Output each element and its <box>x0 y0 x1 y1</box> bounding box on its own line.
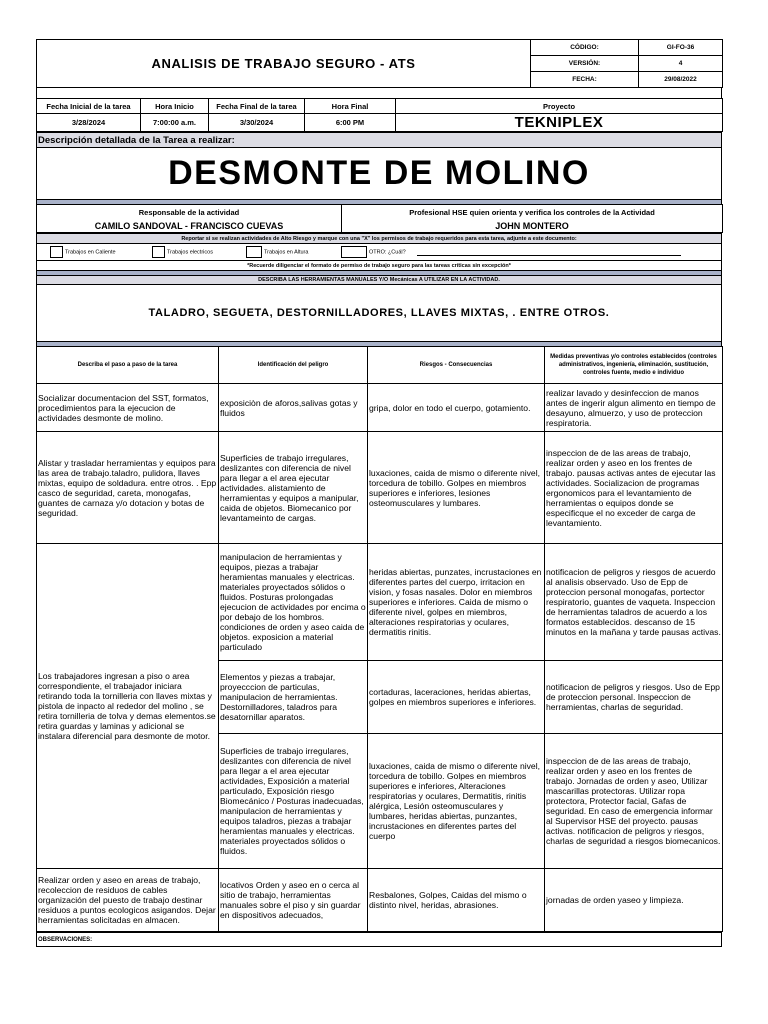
table-row <box>37 432 723 544</box>
start-date-label: Fecha Inicial de la tarea <box>37 99 141 114</box>
permits-reminder: *Recuerde diligenciar el formato de permiso de trabajo seguro para las tareas críticas sin excepción* <box>37 261 722 271</box>
table-row <box>37 544 723 661</box>
electrical-checkbox[interactable] <box>152 246 165 258</box>
spacer <box>36 88 722 98</box>
step-cell: Alistar y trasladar herramientas y equipos para las area de trabajo.taladro, pulidora, llaves mixtas, equipo de soldadura. entre otros. . Epp casco de seguridad, careta, monogafas, guantes de carnaza y/o dotacion y botas de seguridad. <box>37 432 219 544</box>
risk-cell: luxaciones, caida de mismo o diferente nivel, torcedura de tobillo. Golpes en miembros superiores e inferiores, lesiones osteomusculares y lumbares. <box>368 432 545 544</box>
hse-label: Profesional HSE quien orienta y verifica los controles de la Actividad <box>342 205 723 220</box>
meta-code-value: GI-FO-36 <box>639 40 723 56</box>
risk-table <box>36 346 723 932</box>
control-cell: inspeccion de de las areas de trabajo, realizar orden y aseo en los frentes de trabajo. pausas activas antes de ejecutar las actividades. Socializacion de programas ergonomicos para el levantamiento de herramientas o equipos donde se especificque el no exceder de carga de levantamiento. <box>545 432 723 544</box>
col-risk-header: Riesgos - Consecuencias <box>368 347 545 384</box>
end-time-label: Hora Final <box>305 99 396 114</box>
dates-table <box>36 98 723 132</box>
task-heading: Descripción detallada de la Tarea a realizar: <box>37 133 722 148</box>
task-table <box>36 132 722 200</box>
control-cell: notificacion de peligros y riesgos de acuerdo al analisis observado. Uso de Epp de proteccion personal monogafas, portector respiratorio, guantes de vaqueta. Inspeccion de herramientas taladros de acuerdo a los formatos establecidos. descanso de 15 minutos en la mañana y tarde pausas activas. <box>545 544 723 661</box>
other-checkbox[interactable] <box>341 246 367 258</box>
col-hazard-header: Identificación del peligro <box>219 347 368 384</box>
start-time-value: 7:00:00 a.m. <box>141 114 209 132</box>
observations-table <box>36 932 722 947</box>
permit-electrical[interactable] <box>152 246 213 258</box>
table-row <box>37 869 723 932</box>
col-control-header: Medidas preventivas y/o controles establecidos (controles administrativos, ingeniería, eliminación, sustitución, controles fuente, medio e individuo <box>545 347 723 384</box>
hot-work-checkbox[interactable] <box>50 246 63 258</box>
form-title: ANALISIS DE TRABAJO SEGURO - ATS <box>37 40 531 88</box>
meta-date-value: 29/08/2022 <box>639 72 723 88</box>
observations-label: OBSERVACIONES: <box>37 933 722 947</box>
step-cell: Socializar documentacion del SST, formatos, procedimientos para la ejecucion de actividades desmonte de molino. <box>37 384 219 432</box>
meta-version-value: 4 <box>639 56 723 72</box>
risk-cell: heridas abiertas, punzates, incrustaciones en diferentes partes del cuerpo, irritacion en vision, y fosas nasales. Dolor en miembros superiores e inferiores. Caida de mismo o diferente nivel, golpes en miembros, alteraciones respiratorias y oculares, dermatitis rinitis. <box>368 544 545 661</box>
end-time-value: 6:00 PM <box>305 114 396 132</box>
meta-code-label: CÓDIGO: <box>531 40 639 56</box>
permits-instruction: Reportar si se realizan actividades de Alto Riesgo y marque con una "X" los permisos de trabajo requeridos para esta tarea, adjunte a este documento: <box>37 234 722 244</box>
task-title: DESMONTE DE MOLINO <box>37 148 722 200</box>
tools-table <box>36 275 722 342</box>
control-cell: notificacion de peligros y riesgos. Uso de Epp de proteccion personal. Inspeccion de herramientas, charlas de seguridad. <box>545 661 723 734</box>
permit-hot-work-label: Trabajos en Caliente <box>65 249 116 256</box>
end-date-value: 3/30/2024 <box>209 114 305 132</box>
risk-cell: gripa, dolor en todo el cuerpo, gotamiento. <box>368 384 545 432</box>
responsible-value: CAMILO SANDOVAL - FRANCISCO CUEVAS <box>37 219 342 233</box>
control-cell: realizar lavado y desinfeccion de manos antes de ingerir algun alimento en tiempo de desayuno, almuerzo, y uso de proteccion respiratoria. <box>545 384 723 432</box>
permit-other-label: OTRO: ¿Cuál? <box>369 249 406 256</box>
hazard-cell: Elementos y piezas a trabajar, proyecccion de particulas, manipulacion de herramientas. Destornilladores, taladros para desatornillar aparatos. <box>219 661 368 734</box>
form-header <box>36 39 723 88</box>
responsible-label: Responsable de la actividad <box>37 205 342 220</box>
hazard-cell: exposiciòn de aforos,salivas gotas y fluidos <box>219 384 368 432</box>
project-label: Proyecto <box>396 99 723 114</box>
ats-form <box>36 39 722 947</box>
hazard-cell: manipulacion de herramientas y equipos, piezas a trabajar heramientas manuales y electricas. materiales proyectados sólidos o fluidos. Posturas prolongadas ejecucion de actividades por encima o por debajo de los hombros. condiciones de orden y aseo caida de objetos. exposicion a material particulado <box>219 544 368 661</box>
permits-table <box>36 233 722 271</box>
meta-version-label: VERSIÓN: <box>531 56 639 72</box>
permit-other[interactable] <box>341 246 406 258</box>
hse-value: JOHN MONTERO <box>342 219 723 233</box>
risk-cell: cortaduras, laceraciones, heridas abiertas, golpes en miembros superiores e inferiores. <box>368 661 545 734</box>
hazard-cell: locativos Orden y aseo en o cerca al sitio de trabajo, herramientas manuales sobre el piso y sin guardar en dispositivos adecuados, <box>219 869 368 932</box>
permit-height[interactable] <box>246 246 308 258</box>
height-checkbox[interactable] <box>246 246 262 258</box>
other-line <box>417 255 681 256</box>
control-cell: jornadas de orden yaseo y limpieza. <box>545 869 723 932</box>
hazard-cell: Superficies de trabajo irregulares, deslizantes con diferencia de nivel para llegar a el area ejecutar actividades, Exposición a material particulado, Exposición riesgo Biomecánico / Posturas inadecuadas, manipulacion de herramientas y equipos taladros, piezas a trabajar heramientas manuales y electricas. materiales proyectados sólidos o fluidos. <box>219 734 368 869</box>
permits-options <box>37 244 722 261</box>
start-date-value: 3/28/2024 <box>37 114 141 132</box>
tools-value: TALADRO, SEGUETA, DESTORNILLADORES, LLAVES MIXTAS, . ENTRE OTROS. <box>37 285 722 342</box>
end-date-label: Fecha Final de la tarea <box>209 99 305 114</box>
step-cell: Los trabajadores ingresan a piso o area correspondiente, el trabajador iniciara retirando toda la tornilleria con llaves mixtas y pistola de inpacto al rededor del molino , se retira tornilleria de tolva y demas elementos.se retira guardas y laminas y adicional se instalara diferencial para desmonte de motor. <box>37 544 219 869</box>
col-steps-header: Describa el paso a paso de la tarea <box>37 347 219 384</box>
table-row <box>37 384 723 432</box>
risk-cell: luxaciones, caida de mismo o diferente nivel, torcedura de tobillo. Golpes en miembros superiores e inferiores, Alteraciones respiratorias y oculares, Dermatitis, rinitis alérgica, Lesión osteomusculares y lumbares, heridas abiertas, punzantes, incrustaciones en diferentes partes del cuerpo <box>368 734 545 869</box>
project-value: TEKNIPLEX <box>396 114 723 132</box>
permit-height-label: Trabajos en Altura <box>264 249 309 256</box>
tools-heading: DESCRIBA LAS HERRAMIENTAS MANUALES Y/O Mecánicas A UTILIZAR EN LA ACTIVIDAD. <box>37 276 722 285</box>
control-cell: inspeccion de de las areas de trabajo, realizar orden y aseo en los frentes de trabajo. Jornadas de orden y aseo, Utilizar mascarillas protectoras. Utilizar ropa protectora, Protector facial, Gafas de seguridad. En caso de emergencia informar al Supervisor HSE del proyecto. pausas activas. notificacion de peligros y riesgos, charlas de seguridad a riesgos biomecanicos. <box>545 734 723 869</box>
meta-date-label: FECHA: <box>531 72 639 88</box>
step-cell: Realizar orden y aseo en areas de trabajo, recoleccion de residuos de cables organización del puesto de trabajo destinar residuos a puntos ecologicos asigandos. Dejar herramientas solicitadas en almacen. <box>37 869 219 932</box>
responsible-table <box>36 204 723 233</box>
hazard-cell: Superficies de trabajo irregulares, deslizantes con diferencia de nivel para llegar a el area ejecutar actividades. alistamiento de herramientas y equipos a manipular, caida de objetos. Biomecanico por levantameinto de cargas. <box>219 432 368 544</box>
permit-electrical-label: Trabajos electricos <box>167 249 213 256</box>
risk-cell: Resbalones, Golpes, Caidas del mismo o distinto nivel, heridas, abrasiones. <box>368 869 545 932</box>
permit-hot-work[interactable] <box>50 246 116 258</box>
start-time-label: Hora Inicio <box>141 99 209 114</box>
